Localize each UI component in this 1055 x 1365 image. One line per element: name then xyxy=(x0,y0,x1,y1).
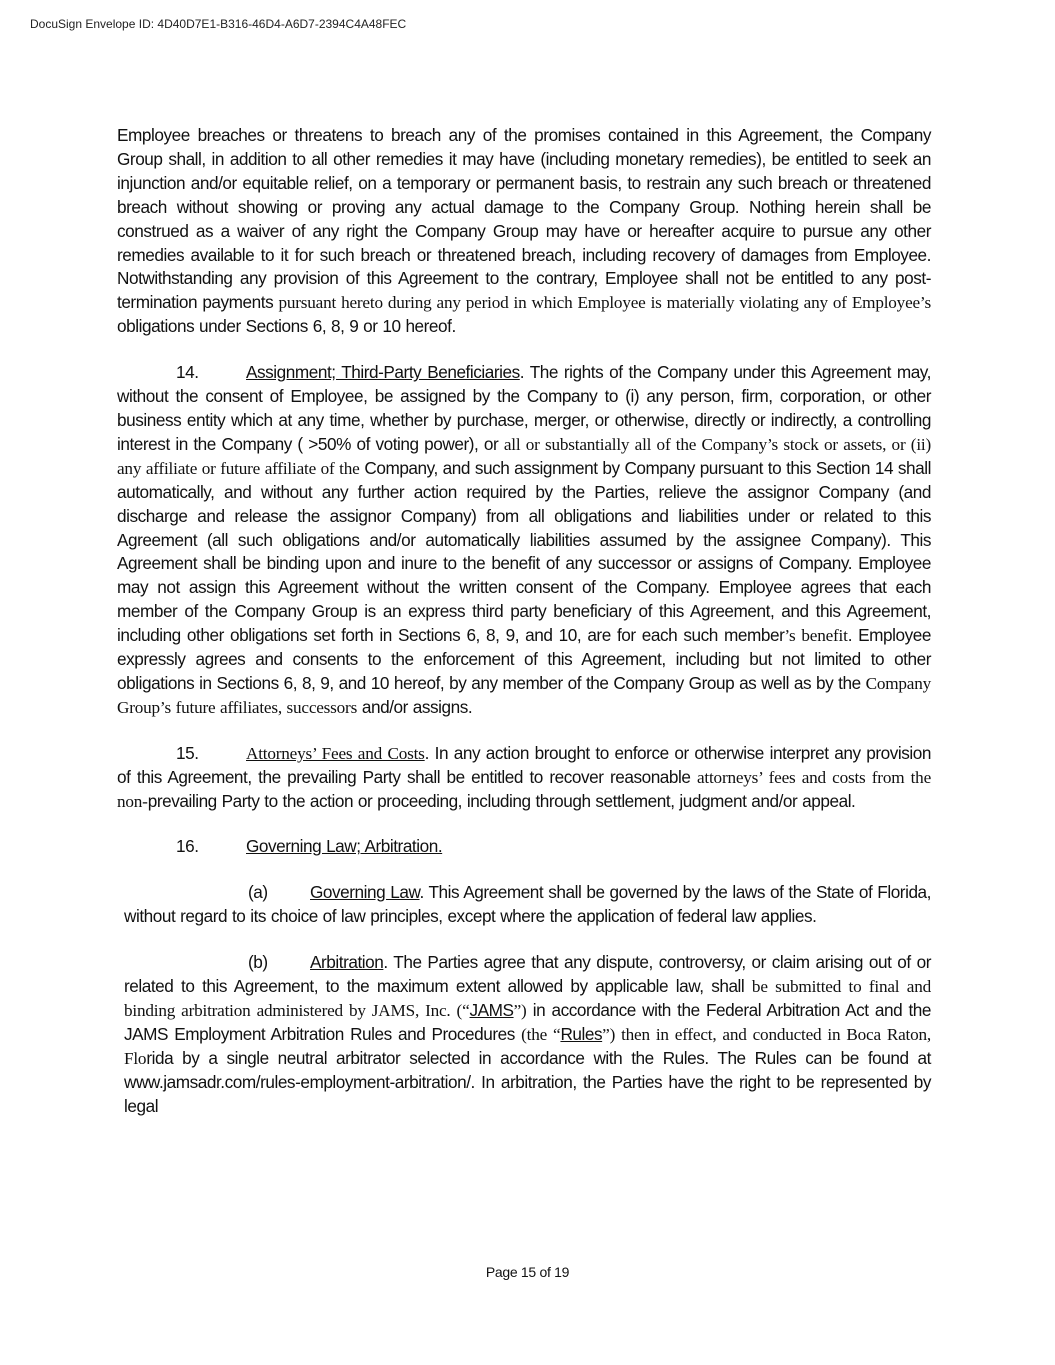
section-number: 16. xyxy=(176,836,199,857)
section-text: ’s benefit xyxy=(784,626,848,646)
docusign-envelope-id: DocuSign Envelope ID: 4D40D7E1-B316-46D4-A6D7-2394C4A48FEC xyxy=(30,17,407,31)
document-page xyxy=(117,124,931,1141)
subsection-label: (a) xyxy=(248,882,268,903)
paragraph-text: pursuant hereto during any period in which Employee is materially violating any of Employee’s xyxy=(278,293,931,313)
section-heading: Attorneys’ Fees and Costs xyxy=(246,743,425,763)
paragraph-text: Employee breaches or threatens to breach any of the promises contained in this Agreement, the Company Group shall, in addition to all other remedies it may have (including monetary remedies), be entitled to seek an injunction and/or equitable relief, on a temporary or permanent basis, to restrain any such breach or threatened breach without showing or proving any actual damage to the Company Group. Nothing herein shall be construed as a waiver of any right the Company Group may have or hereafter acquire to pursue any other remedies available to it for such breach or threatened breach, including recovery of damages from Employee. Notwithstanding any provision of this Agreement to the contrary, Employee shall not be entitled to any post-termination payments xyxy=(117,125,931,313)
subsection-text: be submitted to final and binding arbitration administered by JAMS, Inc. (“ xyxy=(124,977,931,1020)
section-text: prevailing Party to the action or proceeding, including through settlement, judgment and/or appeal. xyxy=(147,790,856,811)
section-16b xyxy=(124,951,931,1118)
section-text: . Employee expressly agrees and consents to the enforcement of this Agreement, including but not limited to other obligations in Sections 6, 8, 9, and 10 hereof, by any member of the Company Group as well as by the xyxy=(117,625,931,693)
defined-term-rules: Rules xyxy=(560,1023,603,1044)
section-heading: Assignment; Third-Party Beneficiaries xyxy=(246,362,520,383)
subsection-heading: Governing Law xyxy=(310,882,420,903)
subsection-heading: Arbitration xyxy=(310,952,384,973)
section-16a xyxy=(124,881,931,929)
continuation-paragraph xyxy=(117,124,931,339)
section-15 xyxy=(117,742,931,814)
subsection-text: in accordance with the Federal Arbitration Act and the JAMS Employment Arbitration Rules and Procedures xyxy=(124,1000,931,1044)
section-16 xyxy=(117,835,931,859)
paragraph-text: obligations under Sections 6, 8, 9 or 10 hereof. xyxy=(117,316,456,337)
defined-term-jams: JAMS xyxy=(469,1000,514,1020)
section-text: . In any action brought to enforce or otherwise interpret any provision of this Agreement, the prevailing Party shall be entitled to recover reasonable xyxy=(117,742,931,787)
section-number: 15. xyxy=(176,742,199,763)
page-number: Page 15 of 19 xyxy=(485,1264,570,1280)
section-text: all or substantially all of the Company’s stock or assets, or (ii) any affiliate or future affiliate of the xyxy=(117,434,931,478)
subsection-text: (the “ xyxy=(521,1024,561,1044)
section-text: Company Group’s future affiliates, successors xyxy=(117,673,931,717)
section-text: attorneys’ fees and costs from the non- xyxy=(117,767,931,811)
section-text: Company, and such assignment by Company pursuant to this Section 14 shall automatically, and without any further action required by the Parties, relieve the assignor Company (and discharge and release the assignor Company) from all obligations and liabilities under or related to this Agreement (all such obligations and/or automatically liabilities assumed by the assignee Company). This Agreement shall be binding upon and inure to the benefit of any successor or assigns of Company. Employee may not assign this Agreement without the written consent of the Company. Employee agrees that each member of the Company Group is an express third party beneficiary of this Agreement, and this Agreement, including other obligations set forth in Sections 6, 8, 9, and 10, are for each such member xyxy=(117,457,931,646)
section-14 xyxy=(117,361,931,720)
subsection-text: . The Parties agree that any dispute, controversy, or claim arising out of or related to this Agreement, to the maximum extent allowed by applicable law, shall xyxy=(124,952,931,997)
subsection-text: rida by a single neutral arbitrator selected in accordance with the Rules. The Rules can be found at www.jamsadr.com/rules-employment-arbitration/. In arbitration, the Parties have the right to be represented by legal xyxy=(124,1047,931,1116)
section-heading: Governing Law; Arbitration. xyxy=(246,836,443,857)
section-text: and/or assigns. xyxy=(357,696,473,717)
subsection-label: (b) xyxy=(248,952,268,973)
subsection-text: ”) then in effect, and conducted in Boca Raton, Flo xyxy=(124,1024,931,1068)
subsection-text: . This Agreement shall be governed by the laws of the State of Florida, without regard to its choice of law principles, except where the application of federal law applies. xyxy=(124,882,931,927)
section-text: . The rights of the Company under this Agreement may, without the consent of Employee, be assigned by the Company to (i) any person, firm, corporation, or other business entity which at any time, whether by purchase, merger, or otherwise, directly or indirectly, a controlling interest in the Company ( >50% of voting power), or xyxy=(117,362,931,454)
subsection-text: ”) xyxy=(513,1001,527,1020)
section-number: 14. xyxy=(176,362,199,383)
